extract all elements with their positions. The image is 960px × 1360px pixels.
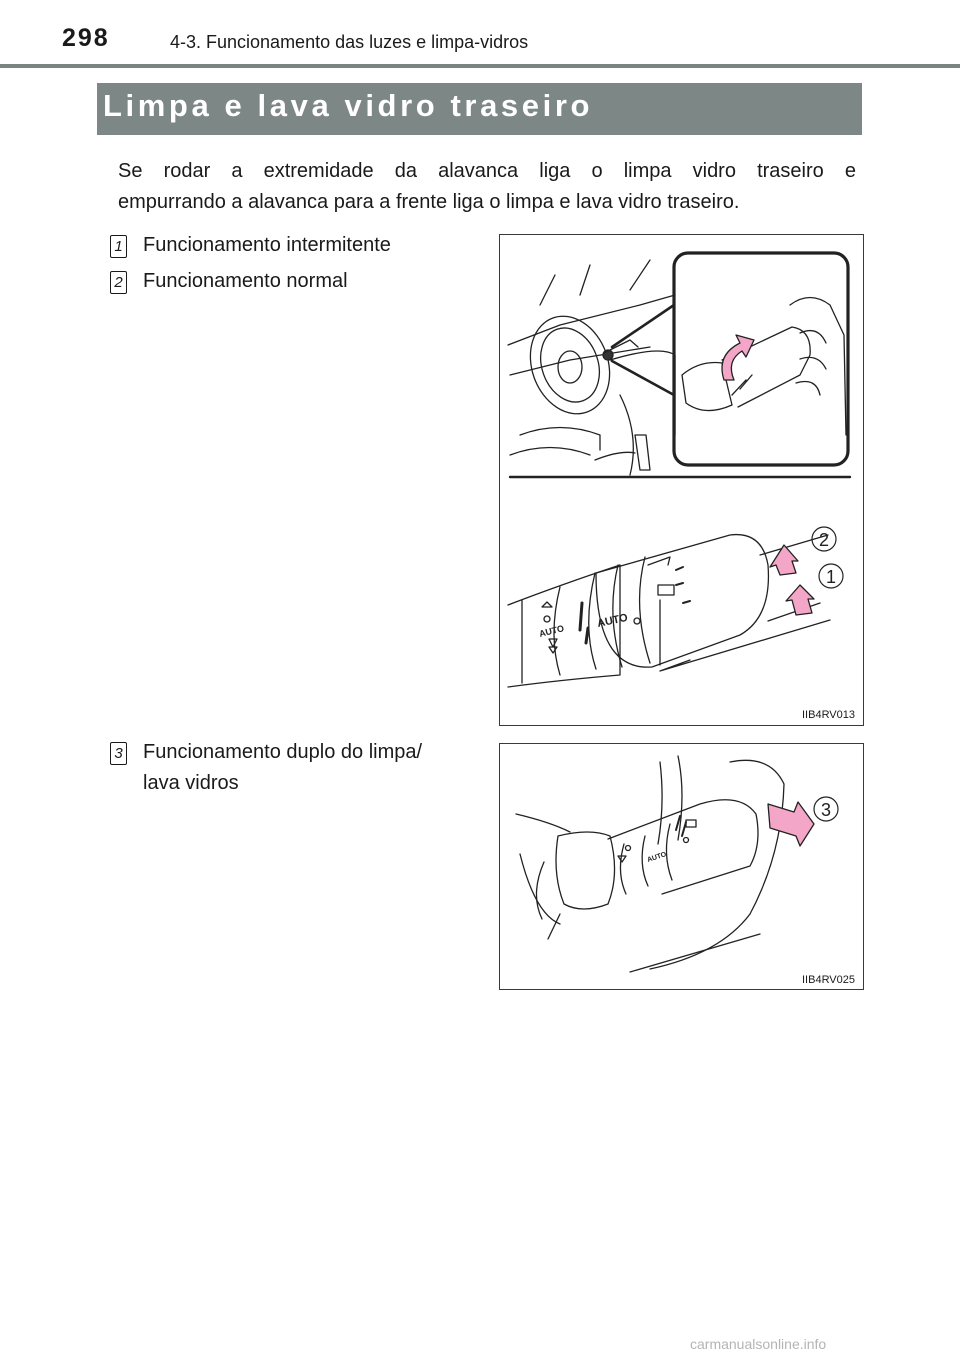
switch-label-auto: AUTO bbox=[538, 623, 566, 639]
callout-2: 2 bbox=[818, 530, 830, 550]
intro-line: empurrando a alavanca para a frente liga o limpa e lava vidro traseiro. bbox=[118, 191, 740, 213]
callout-1: 1 bbox=[825, 567, 837, 587]
section-title: Limpa e lava vidro traseiro bbox=[103, 88, 594, 123]
header-divider bbox=[0, 64, 960, 68]
switch-label-auto: AUTO bbox=[646, 851, 668, 864]
item-text-line: Funcionamento duplo do limpa/ bbox=[143, 741, 423, 763]
figure-code: IIB4RV025 bbox=[802, 974, 856, 986]
item-text: Funcionamento intermitente bbox=[143, 234, 391, 256]
wiper-lever-push-illustration bbox=[500, 744, 863, 989]
item-text bbox=[143, 737, 422, 799]
intro-line: Se rodar a extremidade da alavanca liga o limpa vidro traseiro e bbox=[118, 160, 856, 182]
switch-label-auto: AUTO bbox=[596, 611, 629, 630]
figure-code: IIB4RV013 bbox=[802, 709, 856, 721]
intro-paragraph bbox=[118, 156, 856, 218]
page-number: 298 bbox=[62, 24, 110, 52]
figure-wiper-lever-rotate bbox=[499, 234, 864, 726]
item-text: Funcionamento normal bbox=[143, 270, 348, 292]
figure-wiper-lever-push bbox=[499, 743, 864, 990]
callout-3: 3 bbox=[820, 800, 832, 820]
chapter-title: 4-3. Funcionamento das luzes e limpa-vidros bbox=[170, 32, 529, 52]
watermark: carmanualsonline.info bbox=[690, 1336, 827, 1352]
page-header bbox=[0, 0, 960, 70]
wiper-lever-illustration bbox=[500, 235, 863, 725]
item-number-badge: 2 bbox=[110, 271, 127, 294]
item-text-line: lava vidros bbox=[143, 772, 239, 794]
item-number-badge: 1 bbox=[110, 235, 127, 258]
item-number-badge: 3 bbox=[110, 742, 127, 765]
